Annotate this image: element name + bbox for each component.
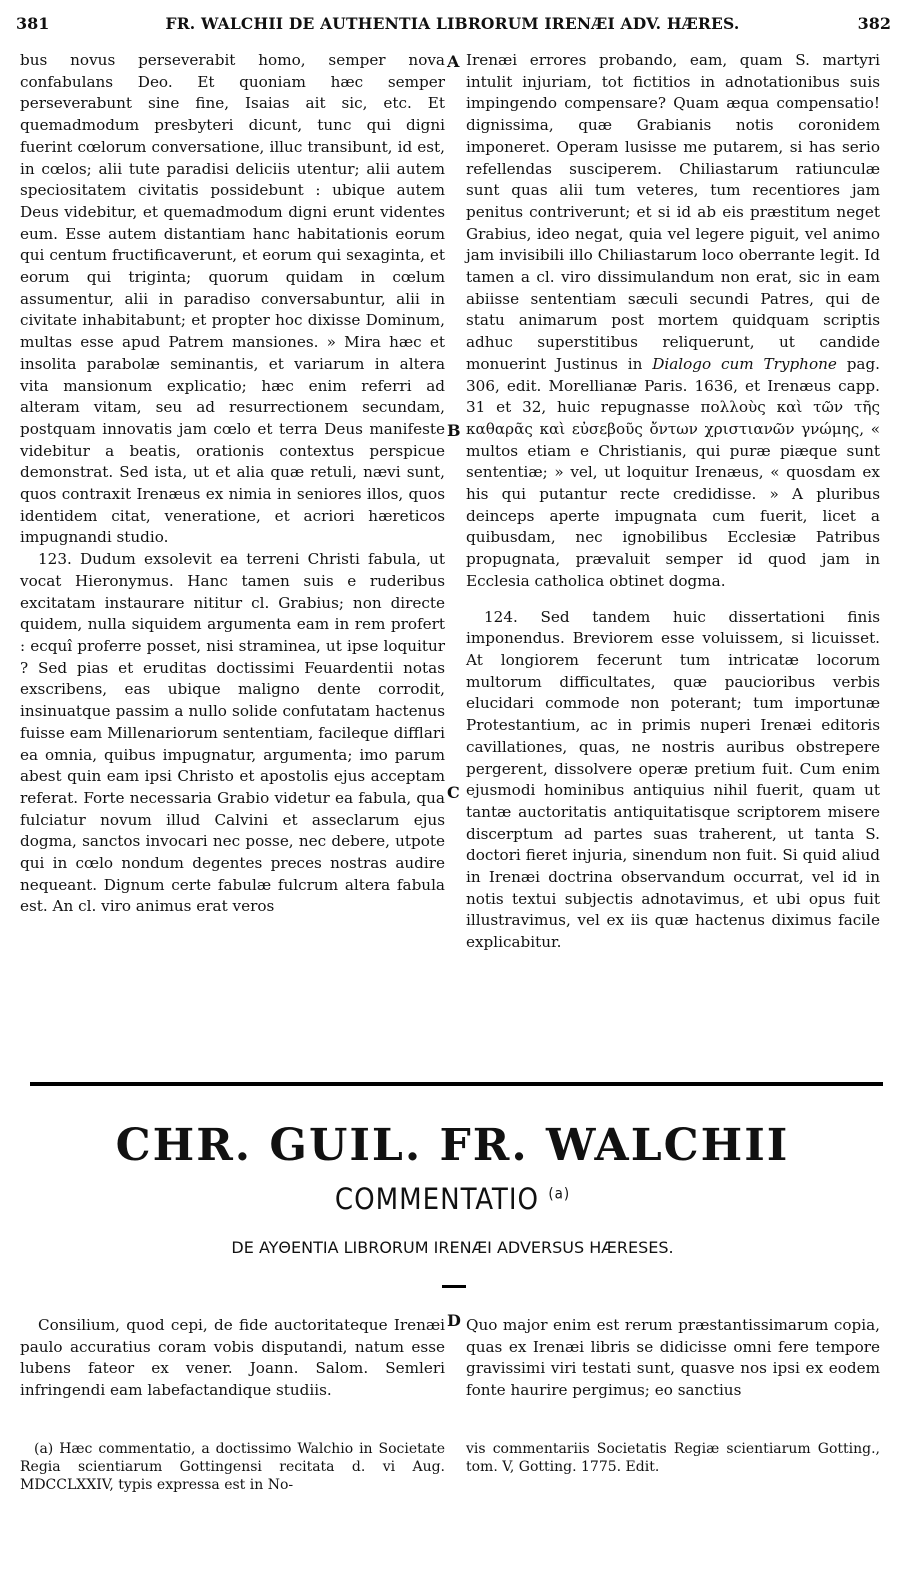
paragraph-text: pag. 306, edit. Morellianæ Paris. 1636, et Irenæus capp. 31 et 32, huic repugnasse πολλοὺς καὶ τῶν τῆς καθαρᾶς καὶ εὐσεβοῦς ὄντων χριστιανῶν γνώμης, « multos etiam e Christianis, qui puræ piæque sunt sententiæ; » vel, ut loquitur Irenæus, « quosdam ex his qui putantur recte credidisse. » A pluribus deinceps aperte impugnata cum fuerit, licet a quibusdam, nec ignobilibus Ecclesiæ Patribus propugnata, prævaluit semper id quod jam in Ecclesia catholica obtinet dogma. — [466, 354, 881, 590]
work-title-text: COMMENTATIO — [334, 1182, 540, 1216]
running-header — [14, 14, 891, 42]
footnote-mark: (a) — [548, 1184, 571, 1203]
paragraph: bus novus perseverabit homo, semper nova confabulans Deo. Et quoniam hæc semper perseverabunt sine fine, Isaias ait sic, etc. Et quemadmodum presbyteri dicunt, tunc qui digni fuerint cœlorum conversatione, illuc transibunt, id est, in cœlos; alii tute paradisi deliciis utentur; alii autem speciositatem civitatis possidebunt : ubique autem Deus videbitur, et quemadmodum digni erunt videntes eum. Esse autem distantiam hanc habitationis eorum qui centum fructificaverunt, et eorum qui sexaginta, et eorum qui triginta; quorum quidam in cœlum assumentur, alii in paradiso conversabuntur, alii in civitate inhabitabunt; et propter hoc dixisse Dominum, multas esse apud Patrem mansiones. » Mira hæc et insolita parabolæ seminantis, et variarum in altera vita mansionum explicatio; hæc enim referri ad alteram vitam, seu ad resurrectionem secundam, postquam innovatis jam cœlo et terra Deus manifeste videbitur a beatis, orationis contextus perspicue demonstrat. Sed ista, ut et alia quæ retuli, nævi sunt, quos contraxit Irenæus ex nimia in seniores illos, quos identidem citat, veneratione, et acriori hæreticos impugnandi studio. — [20, 51, 445, 547]
divider-dash — [442, 1285, 466, 1288]
work-citation: Dialogo cum Tryphone — [652, 354, 837, 373]
left-column-bottom: Consilium, quod cepi, de fide auctoritateque Irenæi paulo accuratius coram vobis disputandi, natum esse lubens fateor ex vener. Joann. Salom. Semleri infringendi eam labefactandique studiis. — [20, 1316, 445, 1400]
right-column-bottom: Quo major enim est rerum præstantissimarum copia, quas ex Irenæi libris se didicisse omni fere tempore gravissimi viri testati sunt, quasve nos ipsi ex eodem fonte haurire pergimus; eo sanctius — [466, 1316, 880, 1400]
margin-marker-c: C — [447, 783, 460, 802]
author-title: CHR. GUIL. FR. WALCHII — [115, 1120, 790, 1171]
margin-marker-a: A — [447, 52, 460, 71]
margin-marker-b: B — [447, 421, 461, 440]
section-rule — [30, 1082, 883, 1086]
paragraph-123: 123. Dudum exsolevit ea terreni Christi fabula, ut vocat Hieronymus. Hanc tamen suis e ruderibus excitatam instaurare nititur cl. Grabius; non directe quidem, nulla siquidem argumenta eam in rem profert : ecquî proferre posset, nisi straminea, ut ipse loquitur ? Sed pias et eruditas doctissimi Feuardentii notas exscribens, eas ubique maligno dente corrodit, insinuatque passim a nullo solide confutatam hactenus fuisse eam Millenariorum sententiam, facileque difflari ea omnia, quibus impugnatur, argumenta; imo parum abest quin eam ipsi Christo et apostolis ejus acceptam referat. Forte necessaria Grabio videtur ea fabula, qua fulciatur novum illud Calvini et asseclarum ejus dogma, sanctos invocari nec posse, nec debere, utpote qui in cœlo nondum degentes preces nostras audire nequeant. Dignum certe fabulæ fulcrum altera fabula est. An cl. viro animus erat veros — [20, 550, 445, 916]
paragraph-text: Irenæi errores probando, eam, quam S. martyri intulit injuriam, tot fictitios in adnotationibus suis impingendo compensare? Quam æqua compensatio! dignissima, quæ Grabianis notis coronidem imponeret. Operam lusisse me putarem, si has serio refellendas susciperem. Chiliastarum ratiunculæ sunt quas alii tum veteres, tum recentiores jam penitus contriverunt; et si id ab eis præstitum neget Grabius, ideo negat, quia vel legere piguit, vel animo jam invisibili illo Chiliastarum loco oberrante legit. Id tamen a cl. viro dissimulandum non erat, sic in eam abiisse sententiam sæculi secundi Patres, qui de statu animarum post mortem quidquam scriptis adhuc superstitibus reliquerunt, ut candide monuerint Justinus in — [466, 51, 880, 373]
work-title — [0, 1182, 905, 1216]
page-number-right: 382 — [857, 14, 891, 33]
right-column-top — [466, 50, 880, 954]
margin-marker-d: D — [447, 1311, 461, 1330]
left-column-top — [20, 50, 445, 918]
subtitle: DE AYΘENTIA LIBRORUM IRENÆI ADVERSUS HÆRESES. — [231, 1238, 674, 1257]
running-title: FR. WALCHII DE AUTHENTIA LIBRORUM IRENÆI ADV. HÆRES. — [165, 14, 740, 33]
paragraph-124: 124. Sed tandem huic dissertationi finis imponendus. Breviorem esse voluissem, si licuisset. At longiorem fecerunt tum intricatæ locorum multorum difficultates, quæ paucioribus verbis elucidari commode non poterant; tum importunæ Protestantium, ac in primis nuperi Irenæi editoris cavillationes, quas, ne nostris auribus obstrepere pergerent, dissolvere operæ pretium fuit. Cum enim ejusmodi hominibus antiquius nihil fuerit, quam ut tantæ auctoritatis antiquitatisque scriptorem misere discerptum ad partes suas traherent, ut tanta S. doctori fieret injuria, sinendum non fuit. Si quid aliud in Irenæi doctrina observandum occurrat, vel id in notis textui subjectis adnotavimus, et ubi opus fuit illustravimus, vel ex iis quæ hactenus diximus facile explicabitur. — [466, 607, 880, 952]
paragraph — [466, 50, 880, 593]
page-number-left: 381 — [16, 14, 50, 33]
footnote-left: (a) Hæc commentatio, a doctissimo Walchio in Societate Regia scientiarum Gottingensi recitata d. vi Aug. MDCCLXXIV, typis expressa est in No- — [20, 1441, 445, 1493]
footnote-right: vis commentariis Societatis Regiæ scientiarum Gotting., tom. V, Gotting. 1775. Edit. — [466, 1441, 880, 1475]
